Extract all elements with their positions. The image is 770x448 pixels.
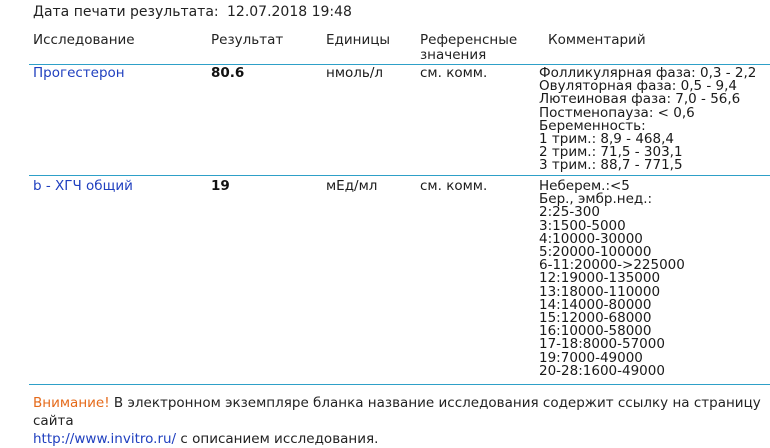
units: нмоль/л <box>326 65 384 81</box>
print-date-label: Дата печати результата: <box>33 4 219 20</box>
notice <box>33 394 770 448</box>
comment-line: 13:18000-110000 <box>539 283 661 300</box>
header-comment: Комментарий <box>548 32 646 48</box>
comment-line: Фолликулярная фаза: 0,3 - 2,2 <box>539 65 757 81</box>
comment-line: 2:25-300 <box>539 204 600 221</box>
comment-line: Постменопауза: < 0,6 <box>539 104 695 121</box>
comment-line: 6-11:20000->225000 <box>539 257 685 274</box>
comment-line: 3 трим.: 88,7 - 771,5 <box>539 157 683 174</box>
comment-line: 5:20000-100000 <box>539 244 652 261</box>
test-name-link[interactable]: Прогестерон <box>33 65 125 81</box>
units: мЕд/мл <box>326 178 378 194</box>
comment-line: 12:19000-135000 <box>539 270 661 287</box>
comment-line: 1 трим.: 8,9 - 468,4 <box>539 131 674 148</box>
comment-line: Лютеиновая фаза: 7,0 - 56,6 <box>539 91 741 108</box>
comment <box>539 67 756 173</box>
notice-text-end: с описанием исследования. <box>176 431 379 447</box>
header-result: Результат <box>211 32 284 48</box>
table-bottom-divider <box>29 384 770 385</box>
comment-line: 4:10000-30000 <box>539 230 643 247</box>
comment <box>539 180 685 378</box>
comment-line: Беременность: <box>539 117 646 134</box>
comment-line: 17-18:8000-57000 <box>539 336 665 353</box>
notice-text: В электронном экземпляре бланка название исследования содержит ссылку на страницу сайта <box>33 395 761 429</box>
header-test: Исследование <box>33 32 135 48</box>
result-value: 80.6 <box>211 65 245 81</box>
invitro-link[interactable]: http://www.invitro.ru/ <box>33 431 177 447</box>
warning-label: Внимание! <box>33 395 110 411</box>
print-date <box>33 4 352 20</box>
comment-line: 16:10000-58000 <box>539 323 652 340</box>
row-divider <box>29 175 770 176</box>
comment-line: 19:7000-49000 <box>539 349 643 366</box>
header-reference <box>420 33 517 63</box>
comment-line: 2 трим.: 71,5 - 303,1 <box>539 144 683 161</box>
comment-line: 3:1500-5000 <box>539 217 626 234</box>
comment-line: 15:12000-68000 <box>539 310 652 327</box>
comment-line: 14:14000-80000 <box>539 296 652 313</box>
reference: см. комм. <box>420 178 488 194</box>
comment-line: Овуляторная фаза: 0,5 - 9,4 <box>539 78 738 95</box>
header-units: Единицы <box>326 32 391 48</box>
comment-line: Бер., эмбр.нед.: <box>539 191 653 208</box>
comment-line: Неберем.:<5 <box>539 178 630 194</box>
comment-line: 20-28:1600-49000 <box>539 362 665 379</box>
result-value: 19 <box>211 178 230 194</box>
test-name-link[interactable]: b - ХГЧ общий <box>33 178 133 194</box>
print-date-value: 12.07.2018 19:48 <box>227 4 352 20</box>
header-reference-line1: Референсные <box>420 32 518 48</box>
reference: см. комм. <box>420 65 488 81</box>
header-reference-line2: значения <box>420 47 487 63</box>
